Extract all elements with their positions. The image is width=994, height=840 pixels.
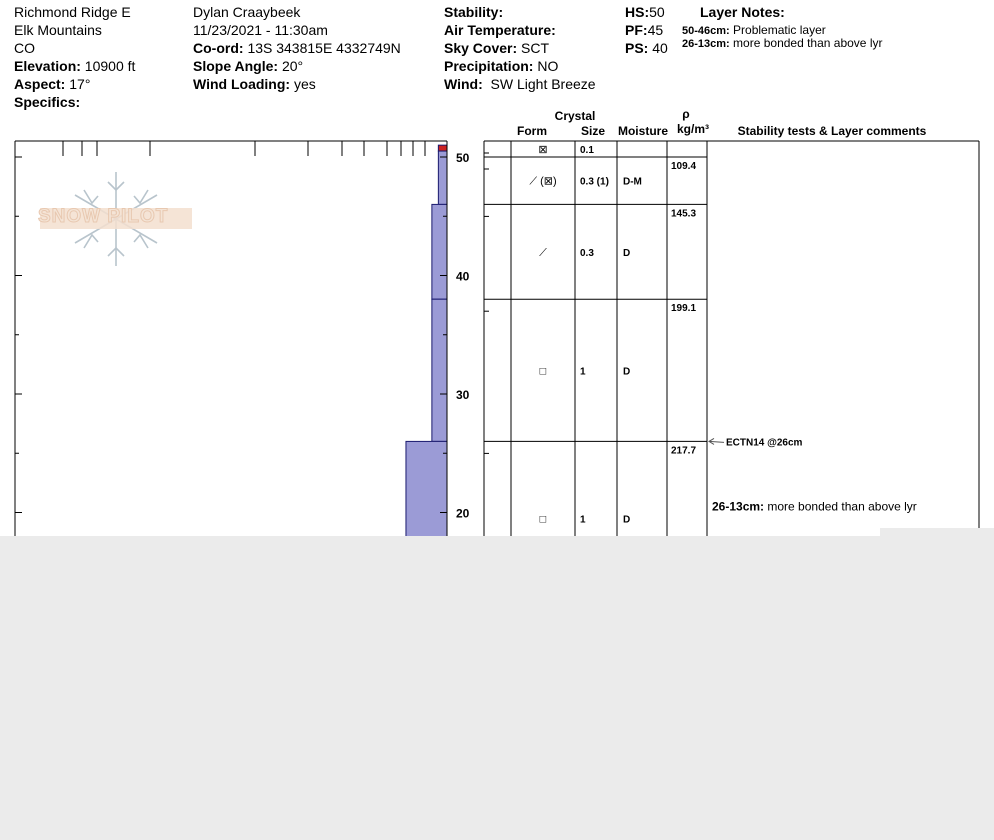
layer-table <box>484 141 979 536</box>
layer-comment-range-0: 26-13cm: <box>712 499 768 514</box>
stability-test-label-0: ECTN14 @26cm <box>726 437 803 449</box>
wind-label: Wind: <box>444 76 483 92</box>
layer-note-1-range: 50-46cm: <box>682 25 730 37</box>
layer-notes-title-text: Layer Notes: <box>700 4 785 20</box>
sky-cover-value: SCT <box>521 40 550 56</box>
layer-note-1-text: Problematic layer <box>733 23 826 37</box>
hardness-bar-4 <box>406 441 447 536</box>
coord-label: Co-ord: <box>193 40 244 56</box>
air-temp-label: Air Temperature: <box>444 22 556 38</box>
layer-size-4: 1 <box>580 514 586 526</box>
form-header: Form <box>517 124 547 138</box>
layer-moisture-1: D-M <box>623 176 642 188</box>
rho-header: ρ <box>682 107 690 121</box>
slope-label: Slope Angle: <box>193 58 279 74</box>
hs-value: 50 <box>649 4 665 20</box>
location-name: Richmond Ridge E <box>14 4 131 20</box>
layer-note-2-range: 26-13cm: <box>682 38 730 50</box>
elevation-label: Elevation: <box>14 58 81 74</box>
precip-value: NO <box>537 58 559 74</box>
layer-comment-0 <box>712 500 917 514</box>
crystal-header: Crystal <box>554 109 596 123</box>
slope-value: 20° <box>281 58 304 74</box>
aspect-label: Aspect: <box>14 76 66 92</box>
y-tick-label-50: 50 <box>456 151 470 165</box>
background-patch <box>880 528 994 536</box>
coord-value: 13S 343815E 4332749N <box>247 40 401 56</box>
ps-value: 40 <box>652 40 668 56</box>
layer-form-3: □ <box>539 365 547 378</box>
layer-moisture-3: D <box>623 366 631 378</box>
mountain-range: Elk Mountains <box>14 22 102 38</box>
specifics-label: Specifics: <box>14 94 81 110</box>
hardness-bar-3 <box>432 299 447 441</box>
observation-datetime: 11/23/2021 - 11:30am <box>193 22 328 38</box>
hardness-bars <box>406 145 447 536</box>
layer-moisture-2: D <box>623 247 631 259</box>
density-unit-header: kg/m³ <box>676 122 709 136</box>
layer-density-1: 109.4 <box>671 161 697 172</box>
layer-form-0: ⊠ <box>538 144 548 156</box>
hardness-bar-1 <box>438 151 447 204</box>
layer-form-2: ⟋ <box>539 246 547 259</box>
layer-density-2: 145.3 <box>671 208 697 220</box>
hardness-bar-0 <box>438 145 447 151</box>
state: CO <box>14 40 35 56</box>
precip-label: Precipitation: <box>444 58 534 74</box>
observer-name: Dylan Craaybeek <box>193 4 301 20</box>
layer-size-3: 1 <box>580 366 586 378</box>
layer-form-4: □ <box>539 513 547 526</box>
aspect-value: 17° <box>69 76 91 92</box>
layer-size-1: 0.3 (1) <box>580 176 609 188</box>
layer-density-3: 199.1 <box>671 303 697 315</box>
stability-label: Stability: <box>444 4 504 20</box>
layer-size-0: 0.1 <box>580 145 594 156</box>
logo-text: SNOW PILOT <box>38 206 169 227</box>
pf-label: PF: <box>625 22 648 38</box>
comments-header: Stability tests & Layer comments <box>737 124 927 138</box>
layer-density-4: 217.7 <box>671 445 697 457</box>
wind-loading-value: yes <box>293 76 316 92</box>
elevation-value: 10900 ft <box>84 58 136 74</box>
layer-note-2-text: more bonded than above lyr <box>733 36 883 50</box>
wind-loading-label: Wind Loading: <box>193 76 291 92</box>
ps-label: PS: <box>625 40 649 56</box>
layer-comment-text-0: more bonded than above lyr <box>767 499 917 514</box>
layer-form-1: ⟋ (⊠) <box>529 175 557 188</box>
pf-value: 45 <box>647 22 664 38</box>
layer-size-2: 0.3 <box>580 247 594 259</box>
hardness-bar-2 <box>432 204 447 299</box>
wind-value: SW Light Breeze <box>490 76 596 92</box>
y-tick-label-30: 30 <box>456 388 470 402</box>
y-tick-label-40: 40 <box>456 269 470 284</box>
layer-moisture-4: D <box>623 514 631 526</box>
size-header: Size <box>580 124 605 138</box>
hs-label: HS: <box>625 4 650 20</box>
y-tick-label-20: 20 <box>456 506 470 521</box>
sky-cover-label: Sky Cover: <box>444 40 518 56</box>
moisture-header: Moisture <box>617 124 668 138</box>
